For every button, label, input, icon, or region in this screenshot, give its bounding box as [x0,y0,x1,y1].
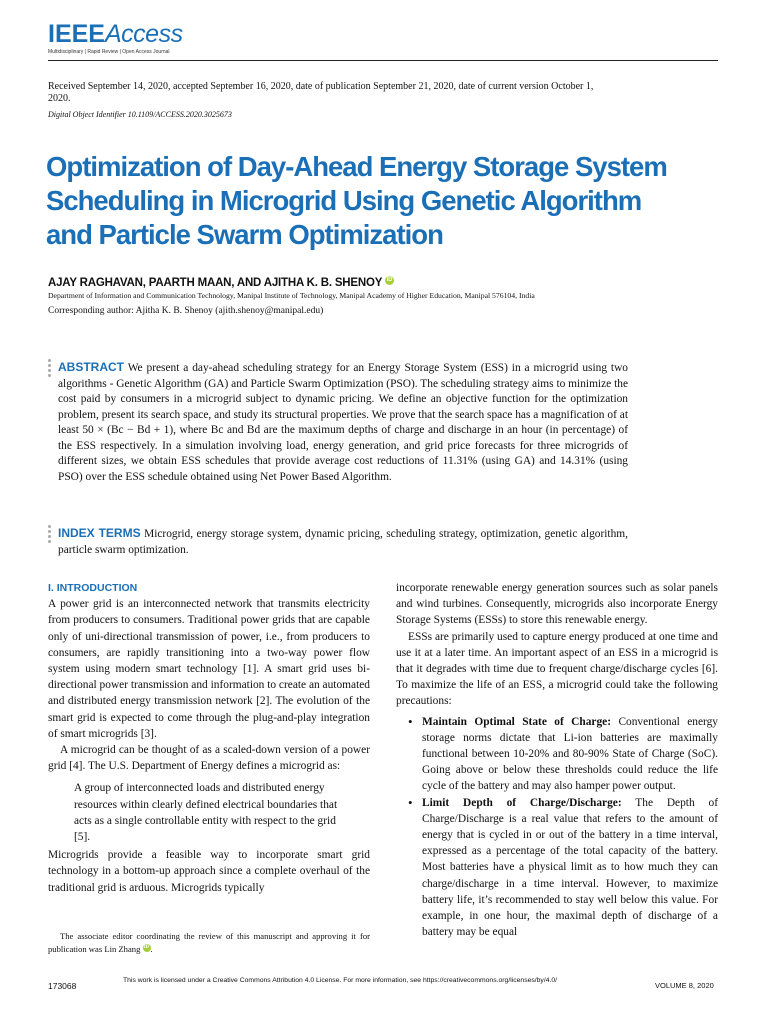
brand-ieee: IEEE [48,20,105,48]
index-terms-marker [48,525,52,545]
editor-note: The associate editor coordinating the review of this manuscript and approving it for publication was Lin Zhang iD . [48,931,370,954]
bullet-heading: Maintain Optimal State of Charge: [422,715,612,728]
bullet-text: Conventional energy storage norms dictate that Li-ion batteries are maximally functional between 10-20% and 80-90% State of Charge (SoC). Going above or below these thresholds could reduce the life cycle of the battery and may also hamper power output. [422,715,718,793]
orcid-icon[interactable]: iD [144,945,150,951]
license-notice[interactable]: This work is licensed under a Creative Commons Attribution 4.0 License. For more information, see https://creativecommons.org/licenses/by/4.0/ [123,977,558,984]
index-terms [58,526,628,558]
abstract-text: We present a day-ahead scheduling strategy for an Energy Storage System (ESS) in a microgrid using two algorithms - Genetic Algorithm (GA) and Particle Swarm Optimization (PSO). The scheduling strategy aims to minimize the cost paid by consumers in a microgrid subject to dynamic pricing. We define an objective function for the optimization problem, present its search space, and study its structural properties. We prove that the search space has a magnification of at least 50 × (Bc − Bd + 1), where Bc and Bd are the maximum depths of charge and discharge in an hour (in percentage) of the ESS respectively. In a simulation involving load, energy generation, and grid price forecasts for three microgrids of different sizes, we obtain ESS schedules that provide average cost reductions of 11.31% (using GA) and 14.31% (using PSO) over the ESS schedule obtained using Net Power Based Algorithm. [58,362,628,483]
brand-access: Access [104,20,183,48]
author-names: AJAY RAGHAVAN, PAARTH MAAN, AND AJITHA K. B. SHENOY [48,276,382,289]
list-item [422,795,718,941]
paragraph-intro-1: A power grid is an interconnected network that transmits electricity from producers to consumers. Traditional power grids that are capable only of uni-directional transmission of power, i.e., from producers to consumers, are rapidly transitioning into a two-way power flow system using modern smart technology [1]. A smart grid uses bi-directional power transmission and information to create an automated and distributed energy transmission network [2]. The evolution of the smart grid is expected to come through the plug-and-play integration of smart microgrids [3]. [48,598,370,740]
doi: Digital Object Identifier 10.1109/ACCESS.2020.3025673 [48,110,232,119]
bullet-text: The Depth of Charge/Discharge is a real value that refers to the amount of energy that is cycled in or out of the battery in a time interval, expressed as a percentage of the total capacity of the battery. Most batteries have a physical limit as to how much they can charge/discharge in a time interval. However, to maximize battery life, it’s recommended to stay well below this value. For example, in one hour, the maximal depth of discharge of a battery may be equal [422,796,718,939]
list-item [422,714,718,795]
paper-title: Optimization of Day-Ahead Energy Storage System Scheduling in Microgrid Using Genetic Algorithm and Particle Swarm Optimization [46,151,667,250]
journal-tagline: Multidisciplinary | Rapid Review | Open Access Journal [48,49,170,55]
orcid-icon[interactable]: iD [386,277,393,283]
corresponding-author: Corresponding author: Ajitha K. B. Shenoy (ajith.shenoy@manipal.edu) [48,306,324,316]
paragraph-intro-3: Microgrids provide a feasible way to incorporate smart grid technology in a bottom-up approach since a complete overhaul of the traditional grid is arduous. Microgrids typically [48,849,370,894]
abstract [58,360,628,485]
paragraph-right-1: incorporate renewable energy generation sources such as solar panels and wind turbines. Consequently, microgrids also incorporate Energy Storage Systems (ESSs) to store this renewable energy. [396,582,718,627]
body-left-column [48,580,370,896]
affiliation: Department of Information and Communication Technology, Manipal Institute of Technology, Manipal Academy of Higher Education, Manipal 576104, India [48,291,535,300]
index-terms-label: INDEX TERMS [58,526,141,540]
paragraph-right-2: ESSs are primarily used to capture energy produced at one time and use it at a later time. An important aspect of an ESS in a microgrid is that it degrades with time due to frequent charge/discharge cycles [6]. To maximize the life of an ESS, a microgrid could take the following precautions: [396,630,718,708]
paragraph-intro-2: A microgrid can be thought of as a scaled-down version of a power grid [4]. The U.S. Department of Energy defines a microgrid as: [48,744,370,773]
page-number: 173068 [48,981,77,991]
authors [48,276,394,289]
index-terms-text: Microgrid, energy storage system, dynamic pricing, scheduling strategy, optimization, genetic algorithm, particle swarm optimization. [58,528,628,556]
header-divider [48,60,718,61]
bullet-heading: Limit Depth of Charge/Discharge: [422,796,622,809]
abstract-marker [48,359,52,379]
abstract-label: ABSTRACT [58,360,124,374]
volume-label: VOLUME 8, 2020 [655,981,714,990]
section-heading: I. INTRODUCTION [48,582,138,594]
journal-logo [48,22,183,55]
received-dates: Received September 14, 2020, accepted September 16, 2020, date of publication September 21, 2020, date of current version October 1, 2020. [48,81,594,104]
block-quote: A group of interconnected loads and distributed energy resources within clearly defined electrical boundaries that acts as a single controllable entity with respect to the grid [5]. [74,782,338,844]
precautions-list [396,714,718,941]
body-right-column [396,580,718,940]
editor-note-text: The associate editor coordinating the review of this manuscript and approving it for publication was Lin Zhang [48,931,370,954]
